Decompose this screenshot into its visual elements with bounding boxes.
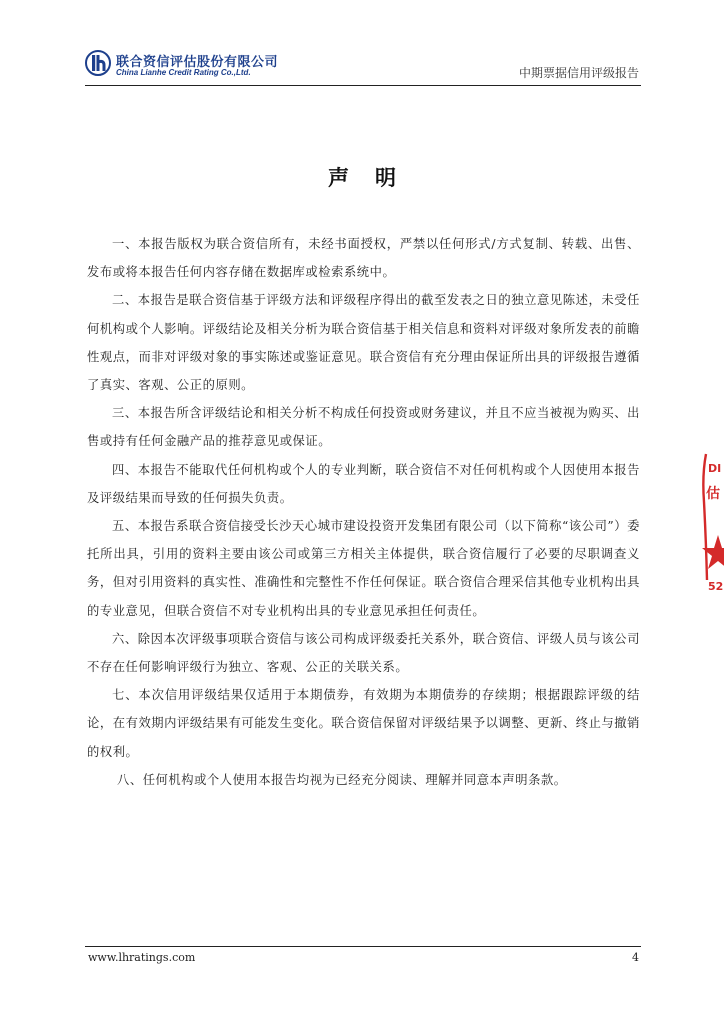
statement-paragraph: 一、本报告版权为联合资信所有，未经书面授权，严禁以任何形式/方式复制、转载、出售、发布或将本报告任何内容存储在数据库或检索系统中。 bbox=[87, 237, 640, 280]
statement-paragraph: 三、本报告所含评级结论和相关分析不构成任何投资或财务建议，并且不应当被视为购买、出售或持有任何金融产品的推荐意见或保证。 bbox=[87, 406, 640, 449]
company-name-cn: 联合资信评估股份有限公司 bbox=[116, 55, 279, 70]
company-name-en: China Lianhe Credit Rating Co.,Ltd. bbox=[116, 68, 251, 77]
header-divider bbox=[85, 85, 641, 86]
statement-paragraph: 七、本次信用评级结果仅适用于本期债券，有效期为本期债券的存续期；根据跟踪评级的结论，在有效期内评级结果有可能发生变化。联合资信保留对评级结果予以调整、更新、终止与撤销的权利。 bbox=[87, 688, 640, 759]
statement-paragraph: 五、本报告系联合资信接受长沙天心城市建设投资开发集团有限公司（以下简称“该公司”）委托所出具，引用的资料主要由该公司或第三方相关主体提供，联合资信履行了必要的尽职调查义务，但对引用资料的真实性、准确性和完整性不作任何保证。联合资信合理采信其他专业机构出具的专业意见，但联合资信不对专业机构出具的专业意见承担任何责任。 bbox=[87, 519, 640, 618]
stamp-text-top: DI bbox=[708, 462, 722, 475]
statement-paragraph: 二、本报告是联合资信基于评级方法和评级程序得出的截至发表之日的独立意见陈述，未受任何机构或个人影响。评级结论及相关分析为联合资信基于相关信息和资料对评级对象所发表的前瞻性观点，而非对评级对象的事实陈述或鉴证意见。联合资信有充分理由保证所出具的评级报告遵循了真实、客观、公正的原则。 bbox=[87, 293, 640, 393]
page-number: 4 bbox=[632, 951, 639, 964]
company-seal-stamp bbox=[698, 440, 724, 610]
statement-paragraph: 六、除因本次评级事项联合资信与该公司构成评级委托关系外，联合资信、评级人员与该公司不存在任何影响评级行为独立、客观、公正的关联关系。 bbox=[87, 631, 640, 675]
footer-divider bbox=[85, 946, 641, 947]
statement-body bbox=[87, 230, 640, 794]
company-logo-icon bbox=[85, 50, 111, 76]
statement-paragraph: 八、任何机构或个人使用本报告均视为已经充分阅读、理解并同意本声明条款。 bbox=[117, 772, 567, 787]
website-link[interactable]: www.lhratings.com bbox=[88, 951, 196, 964]
page-title: 声明 bbox=[328, 165, 422, 190]
stamp-text-mid: 估 bbox=[706, 486, 720, 502]
statement-paragraph: 四、本报告不能取代任何机构或个人的专业判断，联合资信不对任何机构或个人因使用本报告及评级结果而导致的任何损失负责。 bbox=[87, 462, 640, 505]
stamp-text-bottom: 52 bbox=[708, 580, 724, 593]
page-header bbox=[85, 44, 641, 84]
report-type-label: 中期票据信用评级报告 bbox=[518, 66, 639, 80]
